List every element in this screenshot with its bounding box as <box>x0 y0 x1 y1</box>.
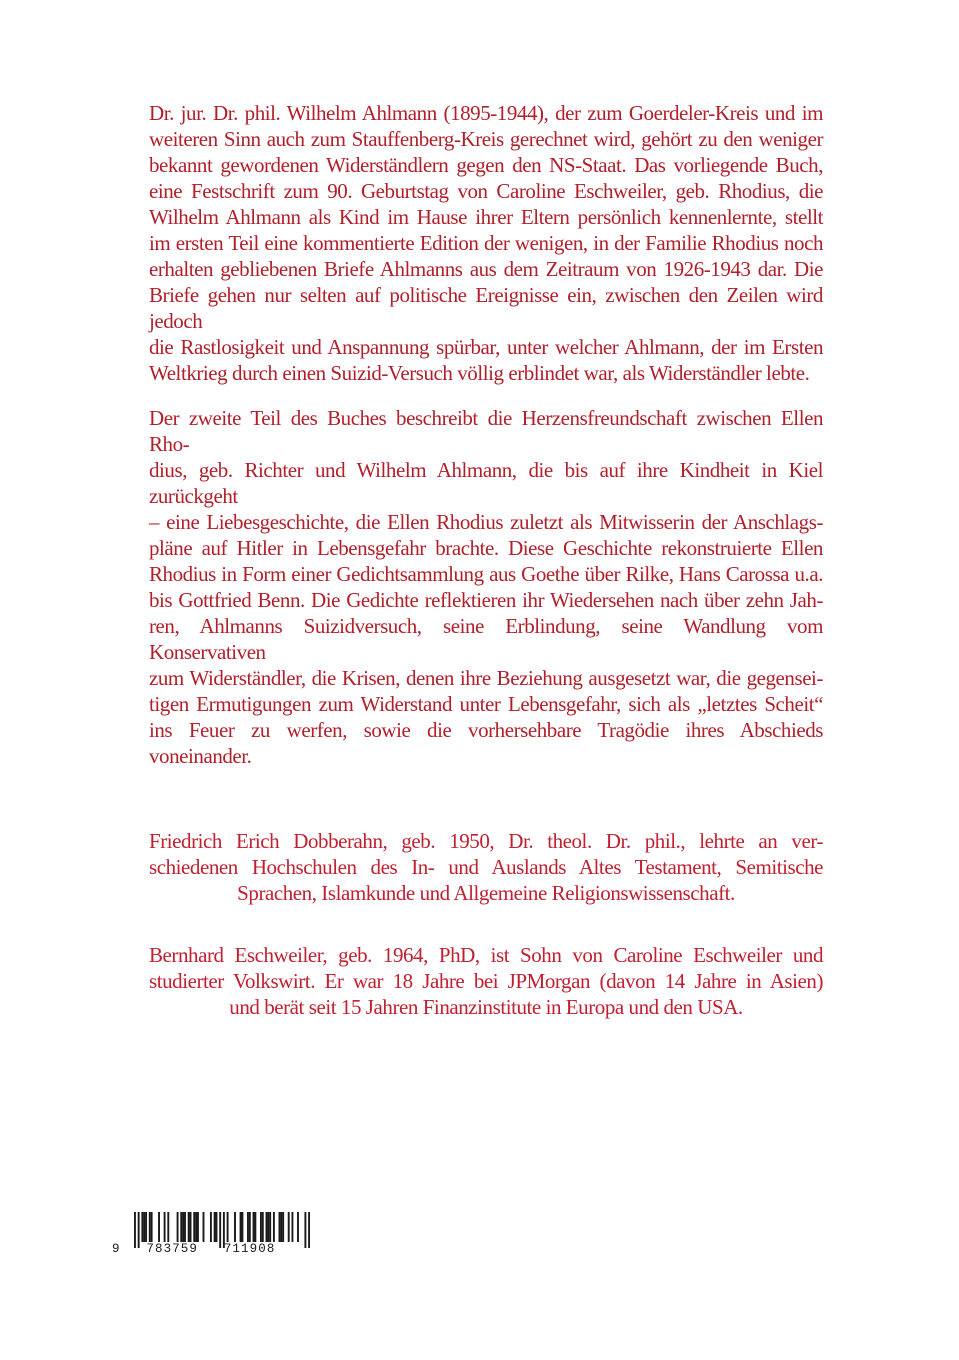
author-1-line: Friedrich Erich Dobberahn, geb. 1950, Dr. theol. Dr. phil., lehrte an ver- <box>149 829 823 853</box>
barcode-bar <box>234 1212 236 1242</box>
barcode-bar <box>151 1212 153 1242</box>
barcode-bar <box>149 1212 151 1242</box>
barcode-bar <box>249 1212 251 1242</box>
blurb-2-line: ins Feuer zu werfen, sowie die vorhersehbare Tragödie ihres Abschieds voneinander. <box>149 718 823 768</box>
blurb-paragraph-1 <box>149 100 823 386</box>
author-2-line: Bernhard Eschweiler, geb. 1964, PhD, ist Sohn von Caroline Eschweiler und <box>149 943 823 967</box>
barcode-bar <box>254 1212 256 1242</box>
blurb-2-line: pläne auf Hitler in Lebensgefahr brachte. Diese Geschichte rekonstruierte Ellen <box>149 536 823 560</box>
blurb-2-line: bis Gottfried Benn. Die Gedichte reflektieren ihr Wiedersehen nach über zehn Jah- <box>149 588 823 612</box>
barcode-bar <box>304 1212 306 1248</box>
barcode-bar <box>253 1212 255 1242</box>
author-2-line: und berät seit 15 Jahren Finanzinstitute in Europa und den USA. <box>229 995 743 1019</box>
barcode-bar <box>240 1212 242 1242</box>
barcode-bar <box>273 1212 275 1242</box>
barcode-bar <box>282 1212 284 1242</box>
blurb-2-line: Der zweite Teil des Buches beschreibt die Herzensfreundschaft zwischen Ellen Rho- <box>149 406 823 456</box>
barcode-bar <box>195 1212 197 1242</box>
barcode-bar <box>262 1212 264 1242</box>
blurb-1-line: Wilhelm Ahlmann als Kind im Hause ihrer Eltern persönlich kennenlernte, stellt <box>149 205 823 229</box>
barcode-bar <box>158 1212 160 1242</box>
author-2-line: studierter Volkswirt. Er war 18 Jahre bei JPMorgan (davon 14 Jahre in Asien) <box>149 969 823 993</box>
blurb-2-line: zum Widerständler, die Krisen, denen ihre Beziehung ausgesetzt war, die gegensei- <box>149 666 823 690</box>
blurb-2-line: ren, Ahlmanns Suizidversuch, seine Erblindung, seine Wandlung vom Konservativen <box>149 614 823 664</box>
author-bio-dobberahn <box>149 828 823 906</box>
blurb-2-line: tigen Ermutigungen zum Widerstand unter Lebensgefahr, sich als „letztes Scheit“ <box>149 692 823 716</box>
barcode-bar <box>180 1212 182 1242</box>
blurb-1-line: erhalten gebliebenen Briefe Ahlmanns aus dem Zeitraum von 1926-1943 dar. Die <box>149 257 823 281</box>
barcode-bar <box>280 1212 282 1242</box>
blurb-2-line: dius, geb. Richter und Wilhelm Ahlmann, die bis auf ihre Kindheit in Kiel zurückgeht <box>149 458 823 508</box>
barcode-digits: 9 783759 711908 <box>112 1242 276 1256</box>
barcode-bar <box>247 1212 249 1242</box>
blurb-2-line: – eine Liebesgeschichte, die Ellen Rhodius zuletzt als Mitwisserin der Anschlags- <box>149 510 823 534</box>
barcode-bar <box>308 1212 310 1248</box>
blurb-1-line: Weltkrieg durch einen Suizid-Versuch völlig erblindet war, als Widerständler lebte. <box>149 361 810 385</box>
barcode-bar <box>267 1212 269 1242</box>
author-1-line: Sprachen, Islamkunde und Allgemeine Religionswissenschaft. <box>237 881 735 905</box>
barcode-bar <box>216 1212 218 1242</box>
barcode-bar <box>184 1212 186 1242</box>
barcode-bar <box>203 1212 205 1242</box>
barcode-bar <box>210 1212 212 1242</box>
barcode-bar <box>297 1212 299 1242</box>
author-bio-eschweiler <box>149 942 823 1020</box>
blurb-1-line: eine Festschrift zum 90. Geburtstag von Caroline Eschweiler, geb. Rhodius, die <box>149 179 823 203</box>
blurb-1-line: weiteren Sinn auch zum Stauffenberg-Kreis gerechnet wird, gehört zu den weniger <box>149 127 823 151</box>
blurb-1-line: bekannt gewordenen Widerständlern gegen den NS-Staat. Das vorliegende Buch, <box>149 153 823 177</box>
barcode-bar <box>227 1212 229 1242</box>
barcode-bar <box>177 1212 179 1242</box>
blurb-1-line: die Rastlosigkeit und Anspannung spürbar, unter welcher Ahlmann, der im Ersten <box>149 335 823 359</box>
author-1-line: schiedenen Hochschulen des In- und Auslands Altes Testament, Semitische <box>149 855 823 879</box>
blurb-2-line: Rhodius in Form einer Gedichtsammlung aus Goethe über Rilke, Hans Carossa u.a. <box>149 562 823 586</box>
barcode-bar <box>182 1212 184 1242</box>
barcode-bar <box>193 1212 195 1242</box>
barcode-bar <box>279 1212 281 1242</box>
barcode-bar <box>141 1212 143 1242</box>
barcode-bar <box>190 1212 192 1242</box>
barcode-bar <box>197 1212 199 1242</box>
isbn-barcode <box>112 1212 312 1264</box>
barcode-bar <box>214 1212 216 1242</box>
blurb-paragraph-2 <box>149 405 823 769</box>
barcode-bar <box>288 1212 290 1242</box>
barcode-bar <box>266 1212 268 1242</box>
barcode-bar <box>260 1212 262 1242</box>
barcode-bar <box>291 1212 293 1242</box>
barcode-bar <box>269 1212 271 1242</box>
barcode-bar <box>164 1212 166 1242</box>
barcode-bar <box>143 1212 145 1242</box>
blurb-1-line: Briefe gehen nur selten auf politische Ereignisse ein, zwischen den Zeilen wird jedoch <box>149 283 823 333</box>
blurb-1-line: Dr. jur. Dr. phil. Wilhelm Ahlmann (1895-1944), der zum Goerdeler-Kreis und im <box>149 101 823 125</box>
barcode-bar <box>188 1212 190 1242</box>
barcode-bar <box>145 1212 147 1242</box>
blurb-1-line: im ersten Teil eine kommentierte Edition der wenigen, in der Familie Rhodius noch <box>149 231 823 255</box>
barcode-bar <box>241 1212 243 1242</box>
barcode-bar <box>167 1212 169 1242</box>
